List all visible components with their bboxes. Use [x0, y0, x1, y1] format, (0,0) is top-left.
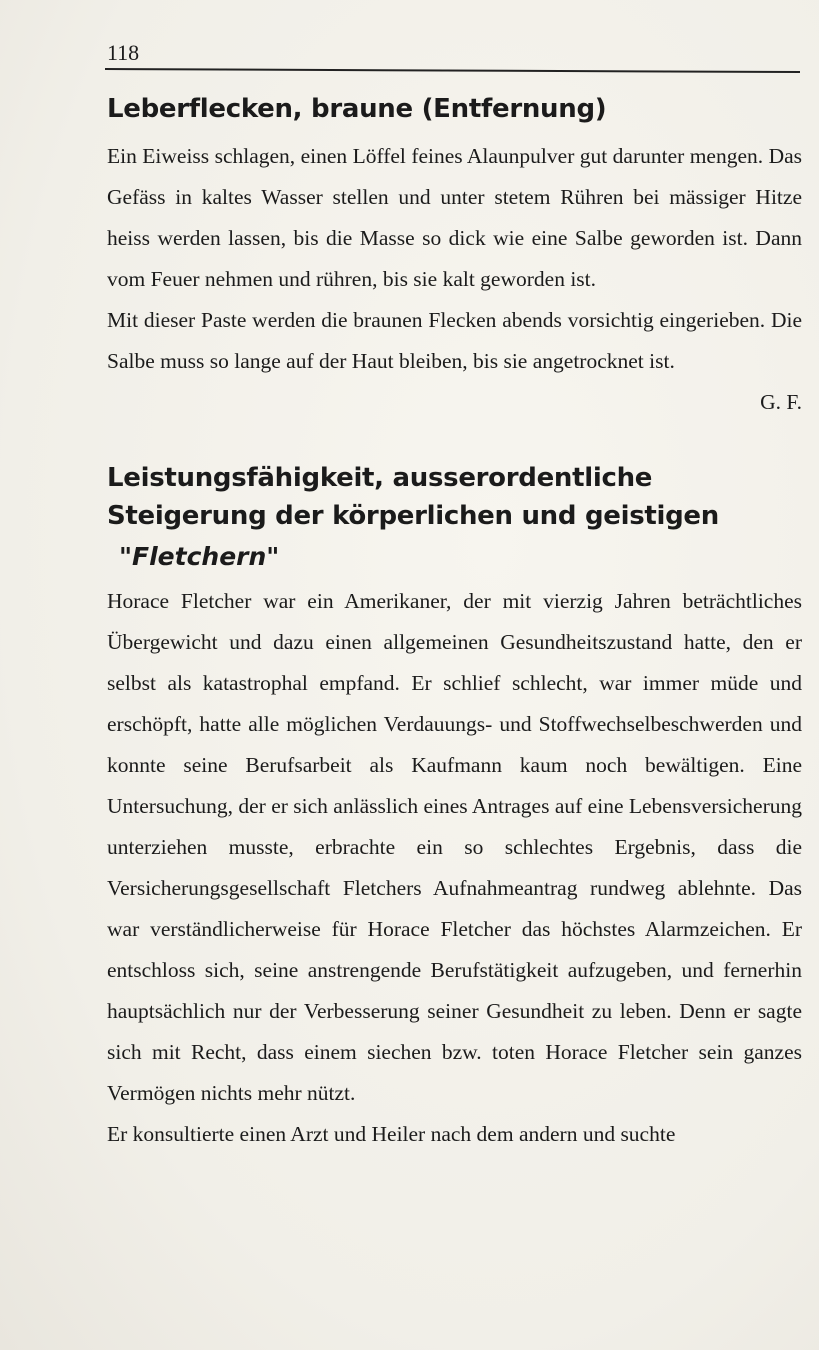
section-subtitle-fletchern: "Fletchern" [119, 542, 280, 571]
section1-paragraph-1: Ein Eiweiss schlagen, einen Löffel feines Alaunpulver gut darunter mengen. Das Gefäss in kaltes Wasser stellen und unter stetem Rühren bei mässiger Hitze heiss werden lassen, bis die Masse so dick wie eine Salbe geworden ist. Dann vom Feuer nehmen und rühren, bis sie kalt geworden ist. [107, 144, 802, 291]
author-signature: G. F. [760, 390, 802, 414]
section2-paragraph-1: Horace Fletcher war ein Amerikaner, der mit vierzig Jahren beträchtliches Übergewicht und dazu einen allgemeinen Gesundheitszustand hatte, den er selbst als katastrophal empfand. Er schlief schlecht, war immer müde und erschöpft, hatte alle möglichen Verdauungs- und Stoffwechselbeschwerden und konnte seine Berufsarbeit als Kaufmann kaum noch bewältigen. Eine Untersuchung, der er sich anlässlich eines Antrages auf eine Lebensversicherung unterziehen musste, erbrachte ein so schlechtes Ergebnis, dass die Versicherungsgesellschaft Fletchers Aufnahmeantrag rundweg ablehnte. Das war verständlicherweise für Horace Fletcher das höchstes Alarmzeichen. Er entschloss sich, seine anstrengende Berufstätigkeit aufzugeben, und fernerhin hauptsächlich nur der Verbesserung seiner Gesundheit zu leben. Denn er sagte sich mit Recht, dass einem siechen bzw. toten Horace Fletcher sein ganzes Vermögen nichts mehr nützt. [107, 589, 802, 1105]
section2-paragraph-2: Er konsultierte einen Arzt und Heiler nach dem andern und suchte [107, 1122, 676, 1146]
section-heading-leberflecken: Leberflecken, braune (Entfernung) [107, 94, 607, 124]
header-rule [105, 68, 800, 73]
page-content [107, 90, 802, 1155]
page-number: 118 [107, 40, 140, 65]
section1-paragraph-2: Mit dieser Paste werden die braunen Flecken abends vorsichtig eingerieben. Die Salbe muss so lange auf der Haut bleiben, bis sie angetrocknet ist. [107, 308, 802, 373]
section-heading-leistungsfaehigkeit: Leistungsfähigkeit, ausserordentliche Steigerung der körperlichen und geistigen [107, 463, 719, 531]
